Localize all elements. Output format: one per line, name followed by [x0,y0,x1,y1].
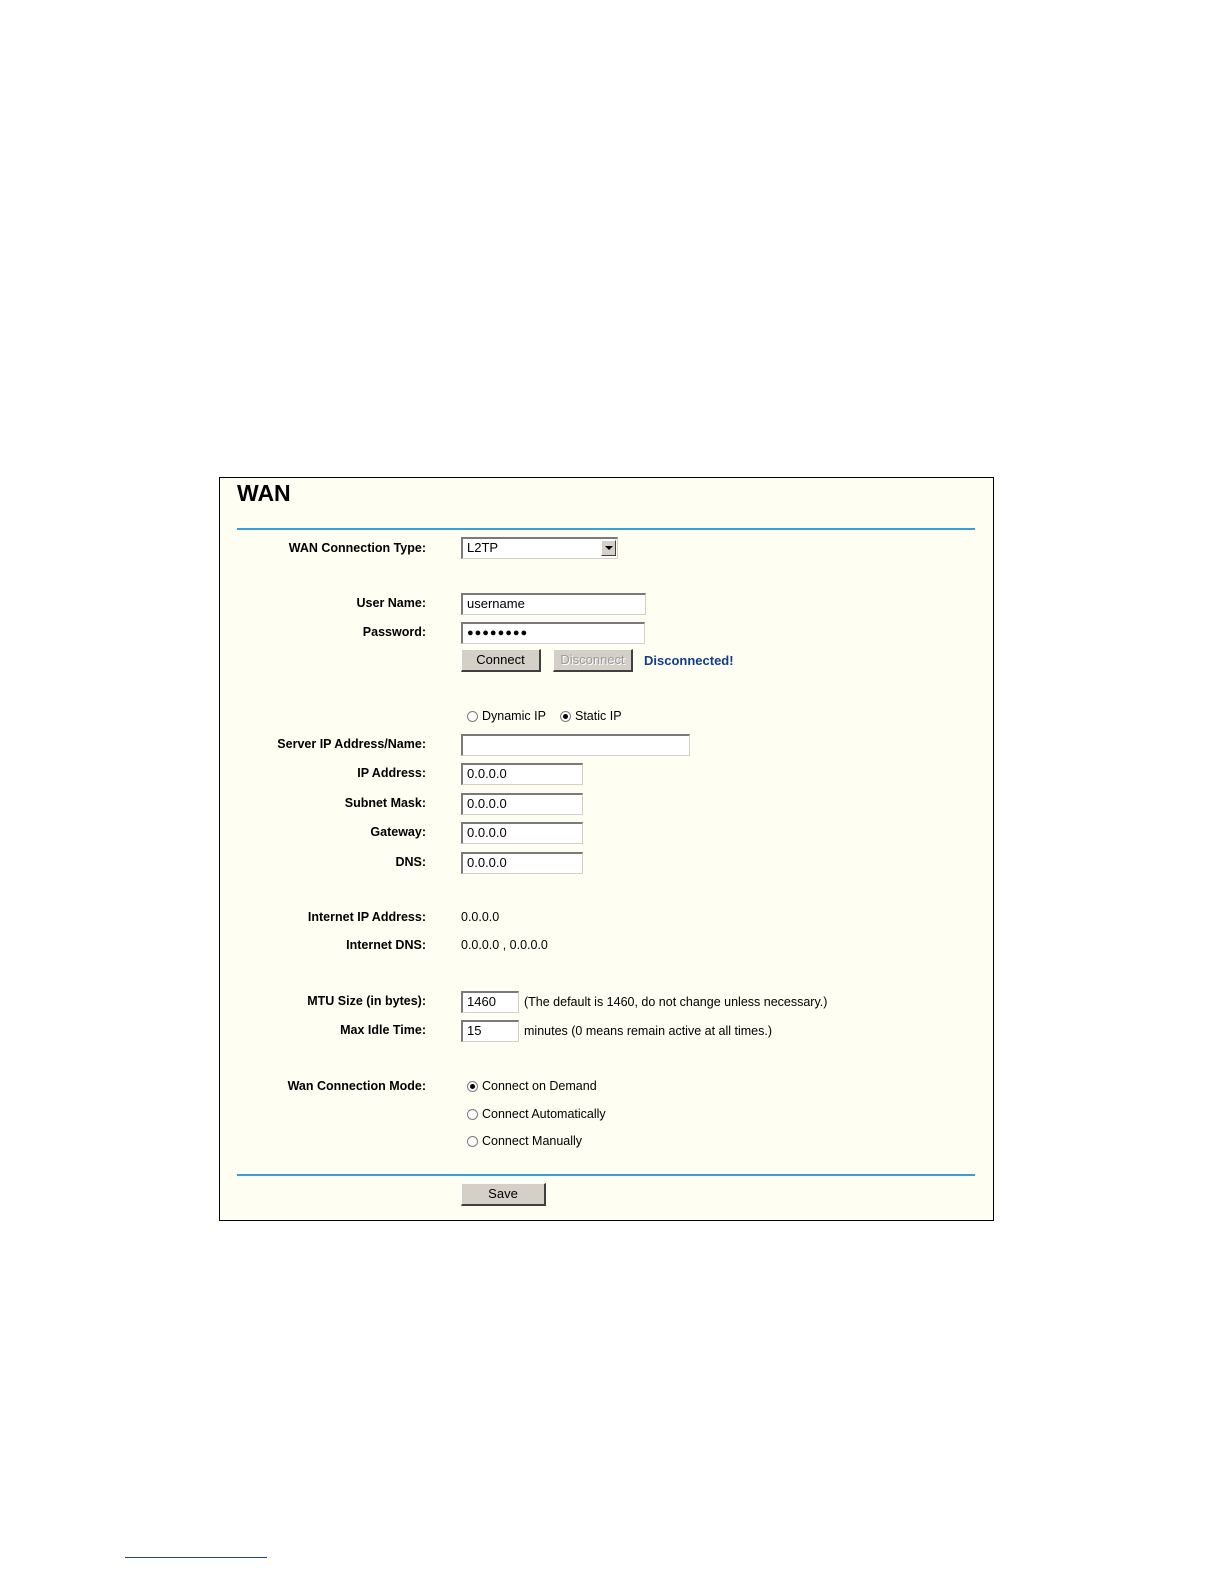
mode-manual-label: Connect Manually [482,1134,583,1148]
connection-type-label: WAN Connection Type: [288,541,426,555]
internet-ip-value: 0.0.0.0 [461,910,500,924]
ip-address-label: IP Address: [357,766,426,780]
username-input[interactable]: username [461,593,646,615]
mode-automatic-radio[interactable] [467,1109,478,1120]
connect-button[interactable]: Connect [461,649,541,672]
wan-settings-panel [219,477,994,1221]
idle-time-label: Max Idle Time: [340,1023,426,1037]
gateway-label: Gateway: [370,825,426,839]
mode-manual-radio[interactable] [467,1136,478,1147]
static-ip-label: Static IP [575,709,622,723]
password-label: Password: [362,625,426,639]
disconnect-button[interactable]: Disconnect [553,649,633,672]
subnet-mask-input[interactable]: 0.0.0.0 [461,793,583,815]
username-label: User Name: [356,596,426,610]
top-divider [237,528,975,530]
connection-type-value: L2TP [467,540,499,555]
mode-on-demand-radio[interactable] [467,1081,478,1092]
dns-input[interactable]: 0.0.0.0 [461,852,583,874]
chevron-down-icon[interactable] [601,540,616,556]
connection-type-select[interactable] [461,537,618,559]
ip-address-input[interactable]: 0.0.0.0 [461,763,583,785]
connection-status: Disconnected! [644,653,734,668]
internet-dns-value: 0.0.0.0 , 0.0.0.0 [461,938,548,952]
server-input[interactable] [461,734,690,756]
idle-time-hint: minutes (0 means remain active at all times.) [524,1024,773,1038]
save-button[interactable]: Save [461,1183,546,1206]
idle-time-input[interactable]: 15 [461,1020,519,1042]
mode-on-demand-label: Connect on Demand [482,1079,597,1093]
dynamic-ip-label: Dynamic IP [482,709,546,723]
password-input[interactable]: ●●●●●●●● [461,622,645,644]
bottom-divider [237,1174,975,1176]
mtu-input[interactable]: 1460 [461,991,519,1013]
page-title: WAN [237,480,291,506]
internet-ip-label: Internet IP Address: [307,910,426,924]
gateway-input[interactable]: 0.0.0.0 [461,822,583,844]
footnote-rule [125,1557,267,1558]
mtu-label: MTU Size (in bytes): [307,994,426,1008]
server-label: Server IP Address/Name: [277,737,426,751]
connection-mode-label: Wan Connection Mode: [287,1079,426,1093]
mode-automatic-label: Connect Automatically [482,1107,606,1121]
dynamic-ip-radio[interactable] [467,711,478,722]
dns-label: DNS: [395,855,426,869]
subnet-mask-label: Subnet Mask: [344,796,426,810]
static-ip-radio[interactable] [560,711,571,722]
mtu-hint: (The default is 1460, do not change unless necessary.) [524,995,828,1009]
internet-dns-label: Internet DNS: [346,938,426,952]
